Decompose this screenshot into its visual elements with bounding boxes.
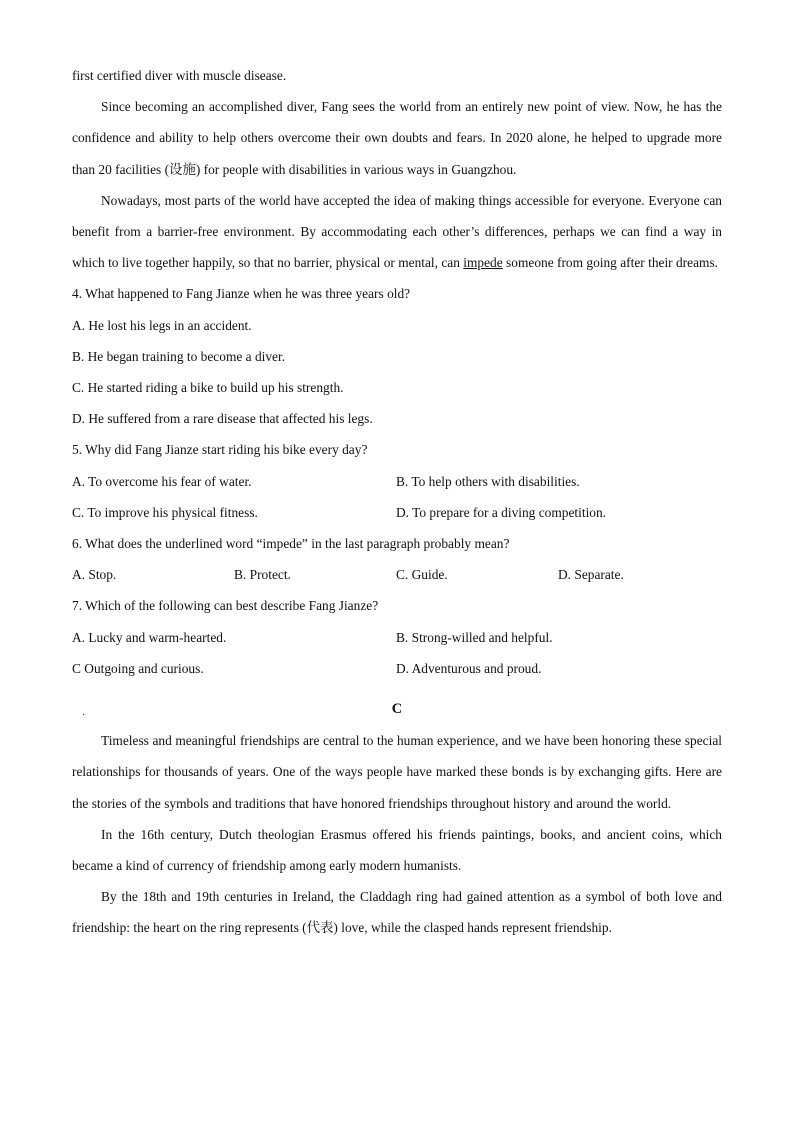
section-heading: C [391,701,403,718]
question-5 [72,434,722,528]
question-stem: 6. What does the underlined word “impede” in the last paragraph probably mean? [72,536,510,552]
option-a: A. Lucky and warm-hearted. [72,629,227,645]
option-c: C. He started riding a bike to build up his strength. [72,380,344,396]
passage-b-paragraph: Since becoming an accomplished diver, Fang sees the world from an entirely new point of view. Now, he has the confidence and ability to help others overcome their own doubts and fears. In 2020 alone, he helped to upgrade more than 20 facilities (设施) for people with disabilities in various ways in Guangzhou. [72,99,722,177]
paragraph-text-before: Nowadays, most parts of the world have accepted the idea of making things accessible for everyone. Everyone can benefit from a barrier-free environment. By accommodating each other’s differences, perhaps we can find a way in which to live together happily, so that no barrier, physical or mental, can [72,192,722,271]
question-4 [72,278,722,434]
option-b: B. Protect. [234,567,291,583]
question-stem: 5. Why did Fang Jianze start riding his bike every day? [72,442,368,458]
options-row [72,559,722,590]
question-stem: 7. Which of the following can best describe Fang Jianze? [72,598,379,614]
question-6 [72,528,722,590]
question-stem: 4. What happened to Fang Jianze when he was three years old? [72,286,411,302]
passage-b-paragraph-last [72,185,722,279]
option-c: C. Guide. [396,567,448,583]
options-row [72,466,722,497]
option-b: B. To help others with disabilities. [396,473,580,489]
option-a: A. Stop. [72,567,117,583]
stray-dot-mark: · [82,710,86,721]
option-d: D. Adventurous and proud. [396,660,542,676]
passage-c-paragraph-3: By the 18th and 19th centuries in Ireland, the Claddagh ring had gained attention as a symbol of both love and friendship: the heart on the ring represents (代表) love, while the clasped hands represent friendship. [72,889,722,936]
options-row [72,622,722,653]
passage-c-paragraph-1: Timeless and meaningful friendships are central to the human experience, and we have been honoring these special relationships for thousands of years. One of the ways people have marked these bonds is by exchanging gifts. Here are the stories of the symbols and traditions that have honored friendships throughout history and around the world. [72,733,722,811]
option-c: C Outgoing and curious. [72,660,204,676]
option-d: D. To prepare for a diving competition. [396,504,607,520]
option-b: B. He began training to become a diver. [72,348,286,364]
option-a: A. He lost his legs in an accident. [72,317,252,333]
option-a: A. To overcome his fear of water. [72,473,252,489]
option-d: D. He suffered from a rare disease that affected his legs. [72,411,373,427]
option-c: C. To improve his physical fitness. [72,504,258,520]
options-row [72,653,722,684]
underlined-word: impede [463,255,503,271]
option-d: D. Separate. [558,567,624,583]
paragraph-text-after: someone from going after their dreams. [502,255,718,271]
passage-b-paragraph-end: first certified diver with muscle disease. [72,68,287,83]
question-7 [72,590,722,684]
document-page [72,60,722,944]
option-b: B. Strong-willed and helpful. [396,629,553,645]
options-row [72,497,722,528]
passage-c-paragraph-2: In the 16th century, Dutch theologian Erasmus offered his friends paintings, books, and ancient coins, which became a kind of currency of friendship among early modern humanists. [72,826,722,874]
